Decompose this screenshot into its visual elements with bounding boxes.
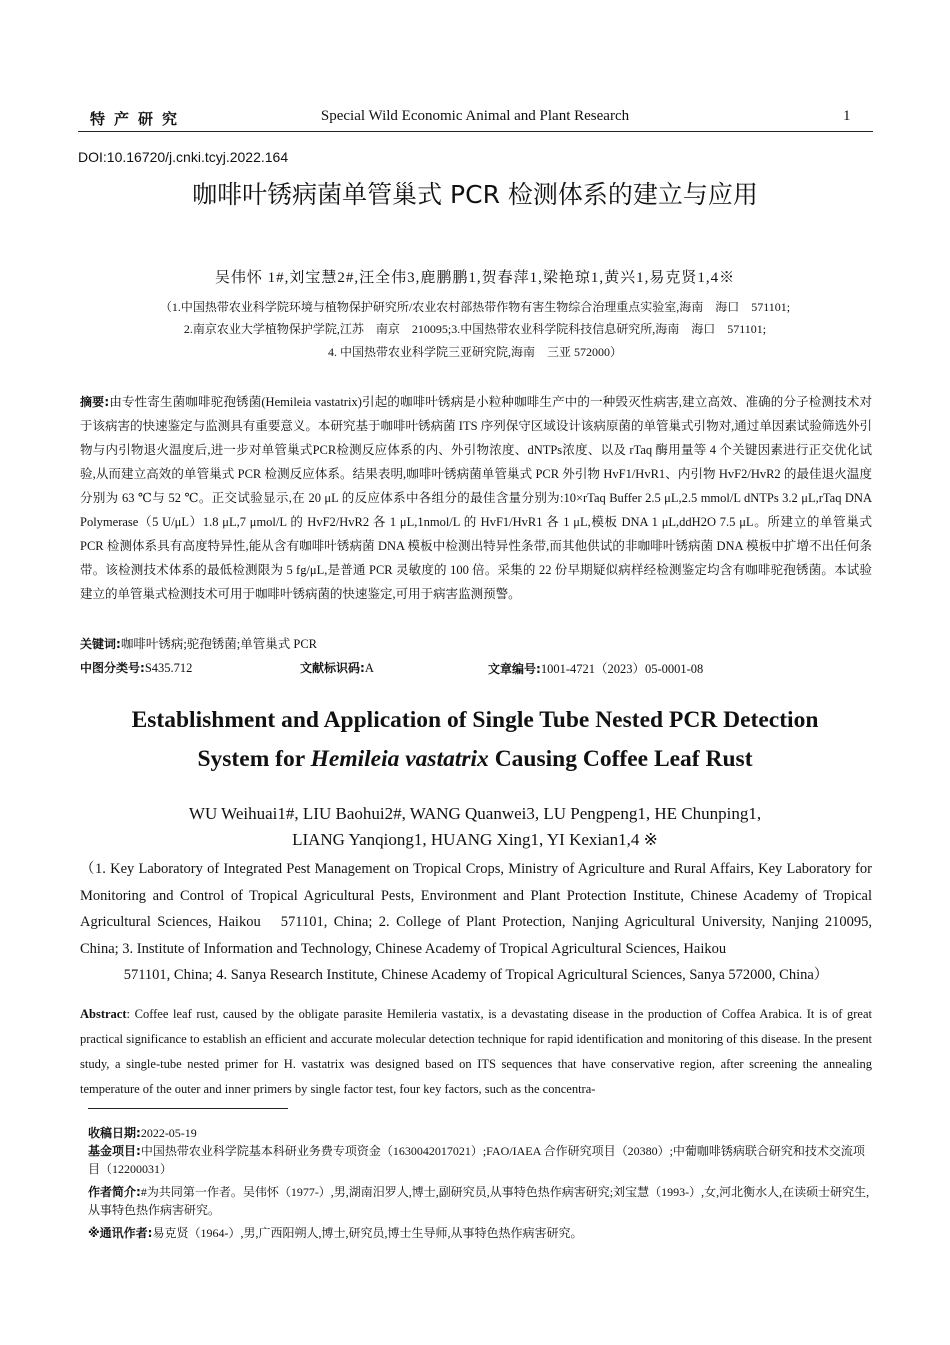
authors-cn: 吴伟怀 1#,刘宝慧2#,汪全伟3,鹿鹏鹏1,贺春萍1,梁艳琼1,黄兴1,易克贤1,4※ (214, 270, 736, 286)
abstract-cn-label: 摘要: (80, 395, 110, 409)
keywords-text: 咖啡叶锈病;驼孢锈菌;单管巢式 PCR (120, 637, 318, 651)
title-species: Hemileia vastatrix (310, 746, 489, 772)
affiliations-en-text: （1. Key Laboratory of Integrated Pest Management on Tropical Crops, Ministry of Agriculture and Rural Affairs, Key Laboratory for Monitoring and Control of Tropical Agricultural Pests, Environment and Plant Protection Institute, Chinese Academy of Tropical Agricultural Sciences, Haikou 571101, China; 2. College of Plant Protection, Nanjing Agricultural University, Nanjing 210095, China; 3. Institute of Information and Technology, Chinese Academy of Tropical Agricultural Sciences, Haikou (80, 861, 872, 957)
keywords-label: 关键词: (80, 637, 121, 651)
footnote-corresponding (88, 1224, 872, 1242)
footnote-author (88, 1183, 872, 1219)
page-number: 1 (843, 108, 851, 124)
corr-label: ※通讯作者: (88, 1226, 153, 1240)
affiliation-cn-1: （1.中国热带农业科学院环境与植物保护研究所/农业农村部热带作物有害生物综合治理重点实验室,海南 海口 571101; (159, 300, 791, 314)
document-code (300, 659, 374, 676)
footnote-received (88, 1124, 872, 1142)
author-label: 作者简介: (88, 1185, 141, 1199)
abstract-en (80, 1002, 872, 1102)
doi: DOI:10.16720/j.cnki.tcyj.2022.164 (78, 149, 289, 165)
article-number (488, 659, 703, 677)
authors-en-line2: LIANG Yanqiong1, HUANG Xing1, YI Kexian1,4 ※ (292, 830, 658, 849)
abstract-cn (80, 390, 872, 606)
doc-code-value: A (364, 661, 374, 675)
clc-label: 中图分类号: (80, 661, 145, 675)
doc-code-label: 文献标识码: (300, 661, 365, 675)
keywords-cn (80, 634, 317, 652)
article-no-label: 文章编号: (488, 662, 541, 676)
corr-value: 易克贤（1964-）,男,广西阳朔人,博士,研究员,博士生导师,从事特色热作病害研究。 (152, 1226, 583, 1240)
affiliation-cn-3: 4. 中国热带农业科学院三亚研究院,海南 三亚 572000） (327, 345, 622, 359)
clc-number (80, 659, 192, 676)
received-label: 收稿日期: (88, 1126, 141, 1140)
fund-value: 中国热带农业科学院基本科研业务费专项资金（1630042017021）;FAO/IAEA 合作研究项目（20380）;中葡咖啡锈病联合研究和技术交流项目（12200031） (88, 1144, 865, 1176)
abstract-en-label: Abstract (80, 1007, 127, 1021)
affiliations-en-last: 571101, China; 4. Sanya Research Institute, Chinese Academy of Tropical Agricultural Sciences, Sanya 572000, China） (123, 967, 829, 983)
paper-title-en-line1: Establishment and Application of Single Tube Nested PCR Detection (131, 707, 819, 733)
paper-title-en-line2 (0, 746, 950, 773)
journal-name-cn: 特产研究 (90, 110, 187, 128)
header-rule (78, 131, 873, 132)
article-no-value: 1001-4721（2023）05-0001-08 (540, 662, 704, 676)
clc-value: S435.712 (144, 661, 193, 675)
title-part-b: Causing Coffee Leaf Rust (488, 746, 753, 772)
received-value: 2022-05-19 (140, 1126, 197, 1140)
footnote-fund (88, 1142, 872, 1178)
affiliation-cn-2: 2.南京农业大学植物保护学院,江苏 南京 210095;3.中国热带农业科学院科技信息研究所,海南 海口 571101; (183, 322, 767, 336)
paper-title-cn: 咖啡叶锈病菌单管巢式 PCR 检测体系的建立与应用 (192, 180, 758, 209)
title-part-a: System for (197, 746, 311, 772)
author-value: #为共同第一作者。吴伟怀（1977-）,男,湖南汨罗人,博士,副研究员,从事特色热作病害研究;刘宝慧（1993-）,女,河北衡水人,在读硕士研究生,从事特色热作病害研究。 (88, 1185, 870, 1217)
authors-en-line1: WU Weihuai1#, LIU Baohui2#, WANG Quanwei3, LU Pengpeng1, HE Chunping1, (188, 804, 762, 823)
journal-name-en: Special Wild Economic Animal and Plant Research (320, 108, 630, 124)
abstract-en-text: : Coffee leaf rust, caused by the obligate parasite Hemileria vastatix, is a devastating disease in the production of Coffea Arabica. It is of great practical significance to establish an efficient and accurate molecular detection technique for rapid identification and monitoring of this disease. In the present study, a single-tube nested primer for H. vastatrix was designed based on ITS sequences that have conservative region, after screening the annealing temperature of the outer and inner primers by single factor test, four key factors, such as the concentra- (80, 1007, 872, 1096)
abstract-cn-text: 由专性寄生菌咖啡驼孢锈菌(Hemileia vastatrix)引起的咖啡叶锈病是小粒种咖啡生产中的一种毁灭性病害,建立高效、准确的分子检测技术对于该病害的快速鉴定与监测具有重要意义。本研究基于咖啡叶锈病菌 ITS 序列保守区域设计该病原菌的单管巢式引物对,通过单因素试验筛选外引物与内引物退火温度后,进一步对单管巢式PCR检测反应体系的内、外引物浓度、dNTPs浓度、以及 rTaq 酶用量等 4 个关键因素进行正交优化试验,从而建立高效的单管巢式 PCR 检测反应体系。结果表明,咖啡叶锈病菌单管巢式 PCR 外引物 HvF1/HvR1、内引物 HvF2/HvR2 的最佳退火温度分别为 63 ℃与 52 ℃。正交试验显示,在 20 μL 的反应体系中各组分的最佳含量分别为:10×rTaq Buffer 2.5 μL,2.5 mmol/L dNTPs 3.2 μL,rTaq DNA Polymerase（5 U/μL）1.8 μL,7 μmol/L 的 HvF2/HvR2 各 1 μL,1nmol/L 的 HvF1/HvR1 各 1 μL,模板 DNA 1 μL,ddH2O 7.5 μL。所建立的单管巢式 PCR 检测体系具有高度特异性,能从含有咖啡叶锈病菌 DNA 模板中检测出特异性条带,而其他供试的非咖啡叶锈病菌 DNA 模板中扩增不出任何条带。该检测技术体系的最低检测限为 5 fg/μL,是普通 PCR 灵敏度的 100 倍。采集的 22 份早期疑似病样经检测鉴定均含有咖啡驼孢锈菌。本试验建立的单管巢式检测技术可用于咖啡叶锈病菌的快速鉴定,可用于病害监测预警。 (80, 395, 872, 601)
footnote-rule (88, 1108, 288, 1109)
fund-label: 基金项目: (88, 1144, 141, 1158)
affiliations-en (80, 856, 872, 989)
